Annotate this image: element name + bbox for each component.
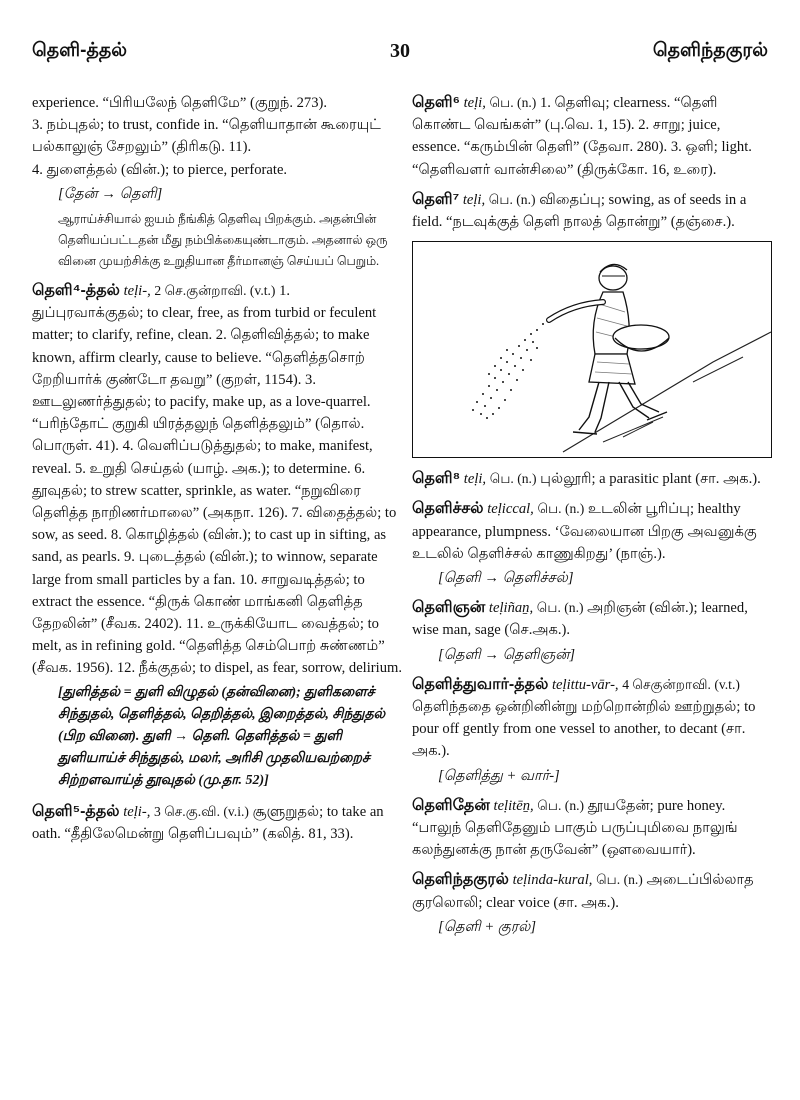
sowing-farmer-illustration: [412, 241, 772, 458]
dictionary-entry: [412, 92, 772, 181]
sowing-farmer-icon: [413, 242, 771, 457]
page-header: [32, 40, 768, 80]
grammar-label: பெ. (n.): [537, 797, 585, 813]
transliteration: teḷi,: [463, 95, 486, 111]
explanatory-note: ஆராய்ச்சியால் ஐயம் நீங்கித் தெளிவு பிறக்கும். அதன்பின் தெளியப்பட்டதன் மீது நம்பிக்கையுண்டாகும். அதனால் ஒரு வினை முயற்சிக்கு உறுதியான தீர்மானஞ் செய்யப் பெறும்.: [58, 212, 388, 269]
definition: புல்லூரி; a parasitic plant (சா. அக.).: [540, 471, 761, 488]
etymology: [தெளி + குரல்]: [438, 918, 537, 935]
grammar-label: 2 செ.குன்றாவி. (v.t.): [154, 283, 276, 299]
left-column: [32, 92, 402, 853]
entry-text: 4. துளைத்தல் (வின்.); to pierce, perforate.: [32, 161, 288, 178]
definition: 1. தெளிவு; clearness. “தெளி கொண்ட வெங்கள்” (பு.வெ. 1, 15). 2. சாறு; juice, essence. “கரும்பின் தெளி” (தேவா. 280). 3. ஒளி; light. “தெளிவளர் வான்சிலை” (திருக்கோ. 16, உரை).: [412, 95, 752, 178]
grammar-label: பெ. (n.): [537, 501, 585, 517]
etymology: [தெளி → தெளிச்சல்]: [438, 570, 574, 587]
transliteration: teḷi-,: [123, 803, 151, 820]
headword: தெளித்துவார்-த்தல்: [412, 675, 549, 693]
transliteration: teḷiñaṉ,: [488, 600, 534, 617]
definition: சூளுறுதல்; to take an oath. “தீதிலேமென்று தெளிப்பவும்” (கலித். 81, 33).: [32, 803, 384, 842]
grammar-label: பெ. (n.): [489, 471, 537, 487]
definition: தெளிந்ததை ஒன்றினின்று மற்றொன்றில் ஊற்றுதல்; to pour off gently from one vessel to another, to decant (சா. அக.).: [412, 699, 756, 760]
left-running-headword: தெளி-த்தல்: [32, 40, 128, 61]
transliteration: teḷinda-kural,: [512, 872, 593, 889]
transliteration: teḷi,: [462, 191, 486, 208]
continued-entry: [32, 92, 402, 272]
grammar-label: பெ. (n.): [596, 872, 643, 888]
transliteration: teḷitēṉ,: [493, 797, 534, 814]
dictionary-entry: [412, 468, 772, 490]
dictionary-entry: [32, 280, 402, 793]
definition: உடலின் பூரிப்பு; healthy appearance, plumpness. ‘வேலையான பிறகு அவனுக்கு உடலில் தெளிச்சல் காணுகிறது’ (நாஞ்.).: [412, 501, 757, 562]
dictionary-entry: [412, 189, 772, 233]
headword: தெளிஞன்: [412, 599, 486, 617]
grammar-label: 4 செகுன்றாவி. (v.t.): [622, 676, 740, 692]
definition: தூயதேன்; pure honey. “பாலுந் தெளிதேனும் பாகும் பருப்புமிவை நாலுங் கலந்துனக்கு நான் தருவேன்” (ஔவையார்).: [412, 797, 738, 859]
definition: அடைப்பில்லாத குரலொலி; clear voice (சா. அக.).: [412, 872, 754, 911]
headword: தெளி⁵-த்தல்: [32, 802, 120, 820]
grammar-label: பெ. (n.): [489, 95, 537, 110]
headword: தெளி⁶: [412, 94, 460, 111]
headword: தெளி⁷: [412, 190, 460, 208]
headword: தெளிந்தகுரல்: [412, 871, 509, 889]
right-running-headword: தெளிந்தகுரல்: [652, 40, 768, 61]
headword: தெளிச்சல்: [412, 500, 484, 518]
grammar-label: பெ. (n.): [488, 191, 536, 207]
dictionary-entry: [412, 674, 772, 787]
dictionary-entry: [412, 795, 772, 862]
etymology: [தெளி → தெளிஞன்]: [438, 646, 576, 663]
entry-text: 3. நம்புதல்; to trust, confide in. “தெளியாதான் கூரையுட் பல்காலுஞ் சேறலும்” (திரிகடு. 11).: [32, 117, 381, 156]
transliteration: teḷi-,: [123, 283, 151, 300]
page-number: 30: [390, 40, 410, 62]
right-column: [412, 92, 772, 946]
headword: தெளிதேன்: [412, 796, 490, 814]
definition: விதைப்பு; sowing, as of seeds in a field. “நடவுக்குத் தெளி நாலத் தொன்று” (தஞ்சை.).: [412, 191, 747, 231]
dictionary-entry: [32, 801, 402, 845]
grammar-label: 3 செ.கு.வி. (v.i.): [154, 803, 249, 819]
etymology: [தெளித்து + வார்-]: [438, 767, 560, 784]
definition: 1. துப்புரவாக்குதல்; to clear, free, as from turbid or feculent matter; to clarify, refine, clean. 2. தெளிவித்தல்; to make known, affirm clearly, cause to believe. “தெளித்தசொற் றேறியார்க் குண்டோ தவறு” (குறள், 1154). 3. ஊடலுணர்த்துதல்; to pacify, make up, as a love-quarrel. “பரிந்தோட் குறுகி யிரத்தலுந் தெளித்தலும்” (தொல். பொருள். 41). 4. வெளிப்படுத்துதல்; to make, manifest, reveal. 5. உறுதி செய்தல் (யாழ். அக.); to determine. 6. தூவுதல்; to strew scatter, sprinkle, as water. “நறுவிரை தெளித்த நாறிணர்மாலை” (அகநா. 126). 7. விதைத்தல்; to sow, as seed. 8. கொழித்தல் (வின்.); to cast up in sifting, as sand, as pearls. 9. புடைத்தல் (வின்.); to winnow, separate large from small particles by a fan. 10. சாறுவடித்தல்; to extract the essence. “திருக் கொண் மாங்கனி தெளித்த தேறலின்” (சீவக. 2402). 11. உருக்கியோட வைத்தல்; to melt, as in refining gold. “தெளித்த செம்பொற் சுண்ணம்” (சீவக. 1956). 12. நீக்குதல்; to dispel, as fear, sorrow, delirium.: [32, 283, 402, 677]
dictionary-entry: [412, 869, 772, 938]
transliteration: teḷiccal,: [487, 501, 534, 518]
etymology: [துளித்தல் = துளி விழுதல் (தன்வினை); துளிகளைச் சிந்துதல், தெளித்தல், தெறித்தல், இறைத்தல், சிந்துதல் (பிற வினை). துளி → தெளி. தெளித்தல் = துளி துளியாய்ச் சிந்துதல், மலர், அரிசி முதலியவற்றைச் சிற்றளவாய்த் தூவுதல் (மு.தா. 52)]: [58, 684, 386, 789]
headword: தெளி⁸: [412, 470, 461, 488]
headword: தெளி⁴-த்தல்: [32, 282, 120, 300]
definition: அறிஞன் (வின்.); learned, wise man, sage (செ.அக.).: [412, 600, 748, 639]
transliteration: teḷittu-vār-,: [552, 676, 619, 693]
transliteration: teḷi,: [463, 471, 487, 488]
dictionary-entry: [412, 498, 772, 589]
entry-text: experience. “பிரியலேந் தெளிமே” (குறுந். 273).: [32, 95, 328, 111]
grammar-label: பெ. (n.): [536, 600, 584, 616]
etymology: [தேன் → தெளி]: [58, 185, 163, 202]
dictionary-entry: [412, 597, 772, 666]
